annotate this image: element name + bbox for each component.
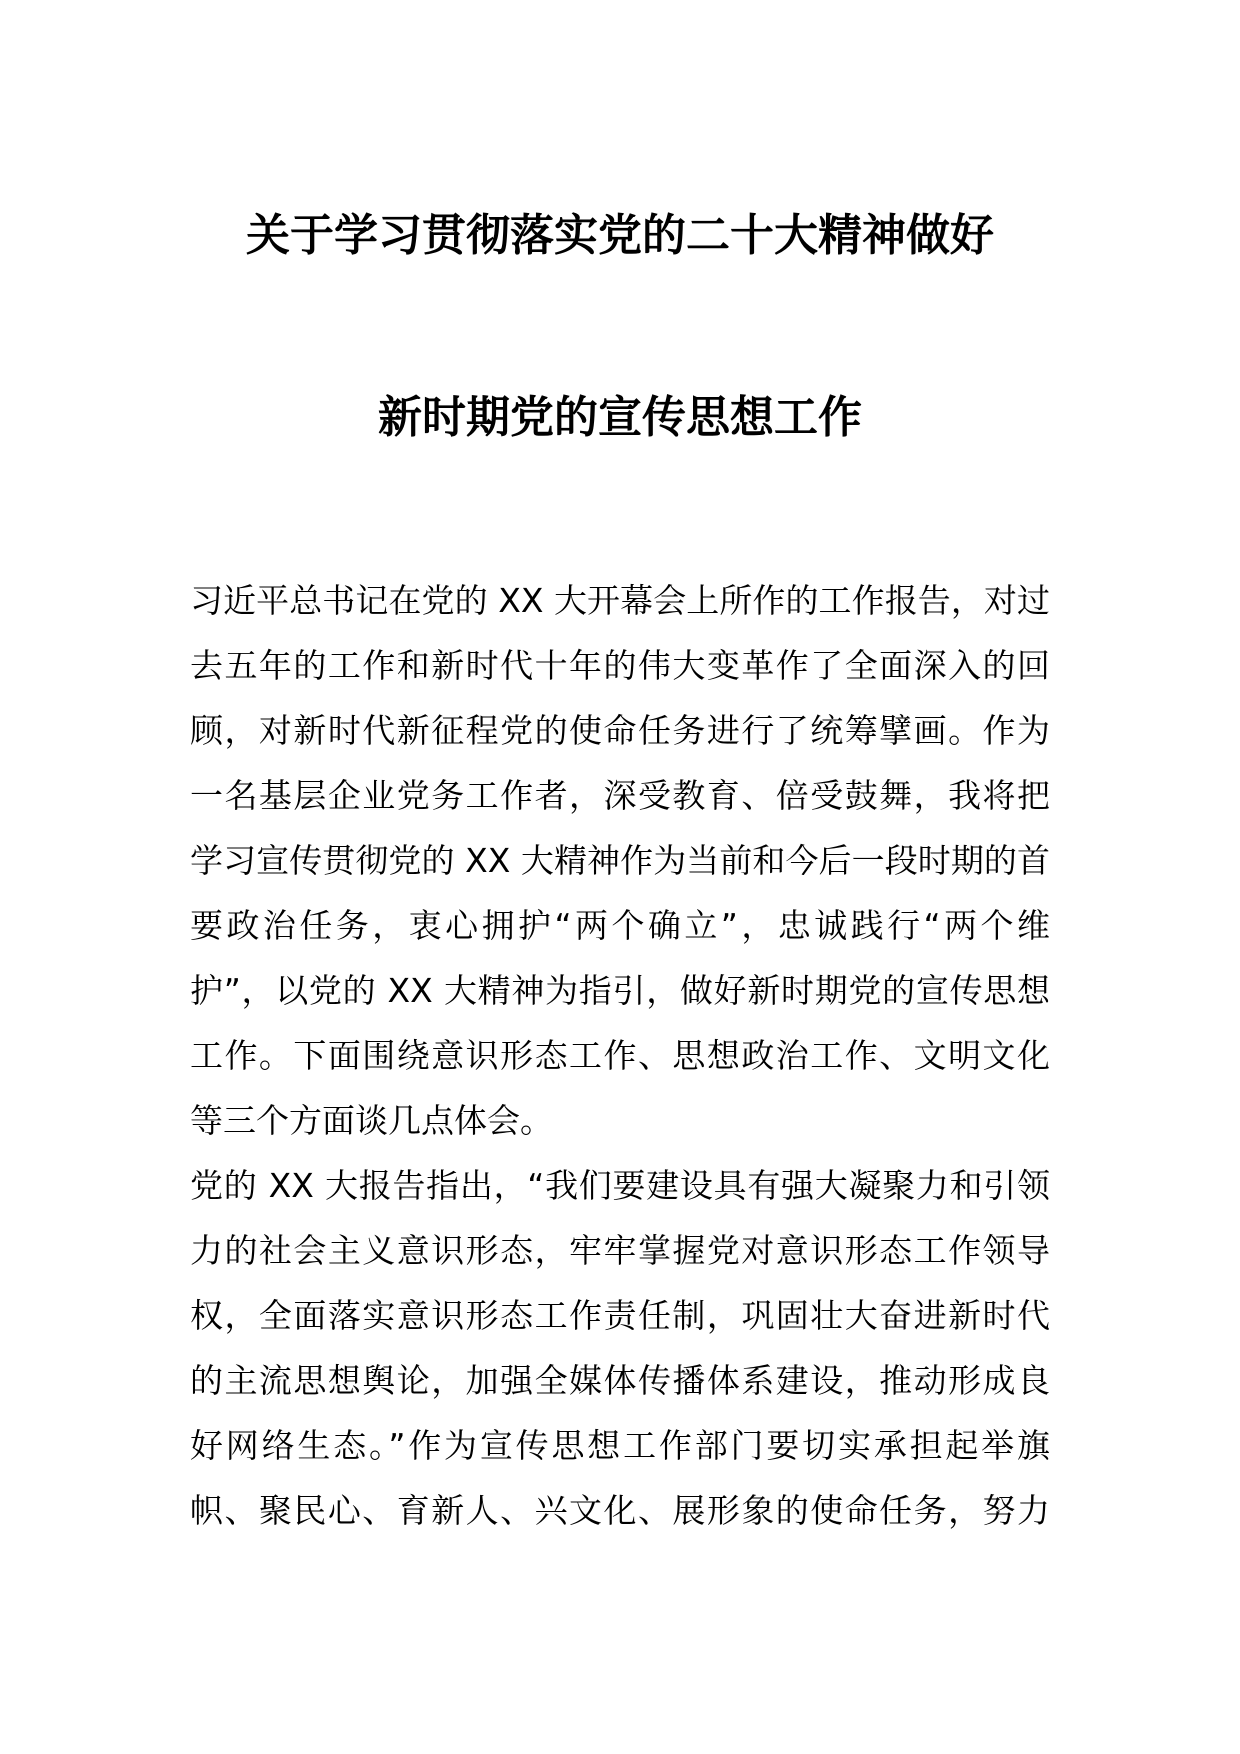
- paragraph-1-line-4: 一名基层企业党务工作者，深受教育、倍受鼓舞，我将把: [190, 776, 1050, 815]
- paragraph-1-line-1: 习近平总书记在党的 XX 大开幕会上所作的工作报告，对过: [190, 581, 1050, 620]
- paragraph-1-line-6: 要政治任务，衷心拥护“两个确立”，忠诚践行“两个维: [190, 906, 1050, 945]
- paragraph-1-line-5: 学习宣传贯彻党的 XX 大精神作为当前和今后一段时期的首: [190, 841, 1050, 880]
- paragraph-1-line-3: 顾，对新时代新征程党的使命任务进行了统筹擘画。作为: [190, 711, 1050, 750]
- paragraph-2-line-4: 的主流思想舆论，加强全媒体传播体系建设，推动形成良: [190, 1361, 1050, 1400]
- paragraph-2-line-3: 权，全面落实意识形态工作责任制，巩固壮大奋进新时代: [190, 1296, 1050, 1335]
- document-body: [190, 568, 1050, 1543]
- paragraph-1: [190, 568, 1050, 1153]
- paragraph-2: [190, 1153, 1050, 1543]
- paragraph-2-line-6: 帜、聚民心、育新人、兴文化、展形象的使命任务，努力: [190, 1491, 1050, 1530]
- paragraph-2-line-2: 力的社会主义意识形态，牢牢掌握党对意识形态工作领导: [190, 1231, 1050, 1270]
- paragraph-2-line-5: 好网络生态。”作为宣传思想工作部门要切实承担起举旗: [190, 1426, 1050, 1465]
- paragraph-1-line-8: 工作。下面围绕意识形态工作、思想政治工作、文明文化: [190, 1036, 1050, 1075]
- document-title-line-1: 关于学习贯彻落实党的二十大精神做好: [246, 210, 994, 261]
- paragraph-2-line-1: 党的 XX 大报告指出，“我们要建设具有强大凝聚力和引领: [190, 1166, 1050, 1205]
- document-title-line-2: 新时期党的宣传思想工作: [378, 392, 862, 443]
- paragraph-1-line-9: 等三个方面谈几点体会。: [190, 1101, 553, 1140]
- paragraph-1-line-2: 去五年的工作和新时代十年的伟大变革作了全面深入的回: [190, 646, 1050, 685]
- paragraph-1-line-7: 护”，以党的 XX 大精神为指引，做好新时期党的宣传思想: [190, 971, 1050, 1010]
